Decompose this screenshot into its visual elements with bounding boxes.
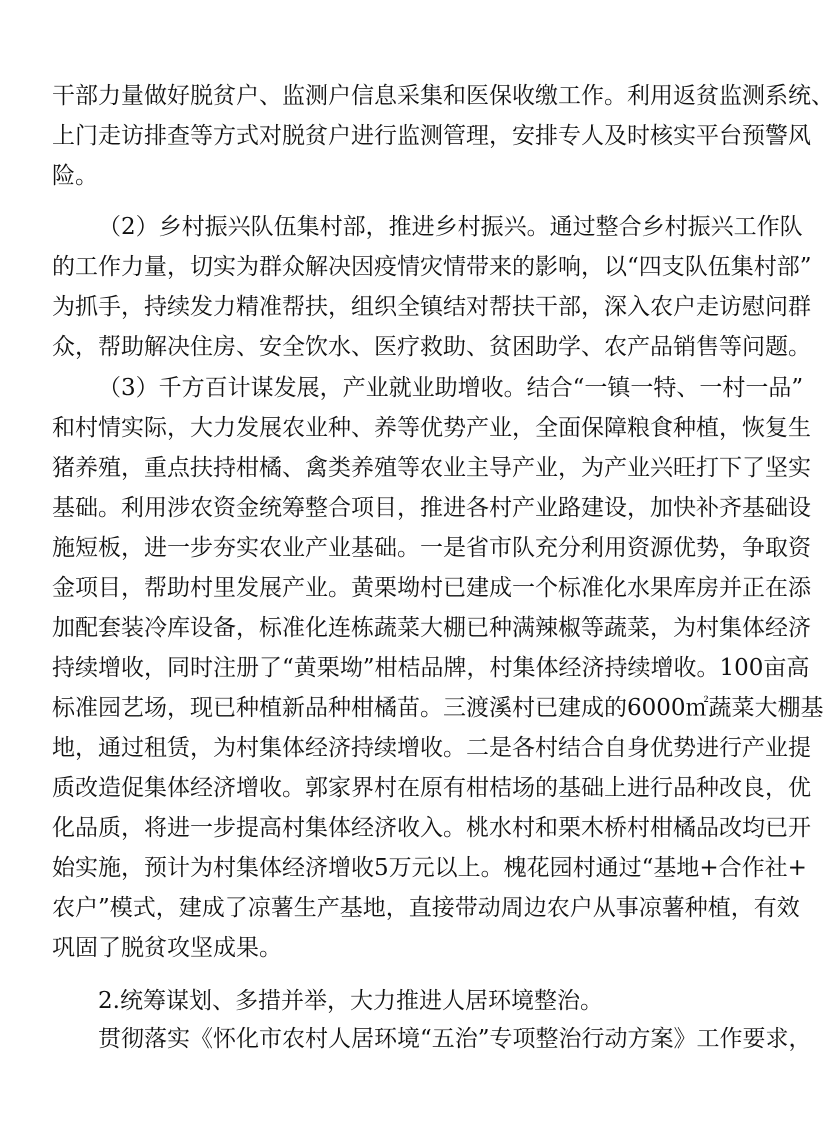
text-line: 众，帮助解决住房、安全饮水、医疗救助、贫困助学、农产品销售等问题。 bbox=[52, 334, 811, 360]
text-line: （3）千方百计谋发展，产业就业助增收。结合“一镇一特、一村一品” bbox=[98, 375, 804, 401]
text-line: 地，通过租赁，为村集体经济持续增收。二是各村结合自身优势进行产业提 bbox=[52, 735, 811, 761]
text-line: 险。 bbox=[52, 163, 98, 189]
text-line: 加配套装冷库设备，标准化连栋蔬菜大棚已种满辣椒等蔬菜，为村集体经济 bbox=[52, 615, 811, 641]
text-line: 基础。利用涉农资金统筹整合项目，推进各村产业路建设，加快补齐基础设 bbox=[52, 495, 811, 521]
text-line: 为抓手，持续发力精准帮扶，组织全镇结对帮扶干部，深入农户走访慰问群 bbox=[52, 294, 811, 320]
text-line: 持续增收，同时注册了“黄栗坳”柑桔品牌，村集体经济持续增收。100亩高 bbox=[52, 655, 810, 681]
text-line: 农户”模式，建成了凉薯生产基地，直接带动周边农户从事凉薯种植，有效 bbox=[52, 895, 800, 921]
text-line: 和村情实际，大力发展农业种、养等优势产业，全面保障粮食种植，恢复生 bbox=[52, 415, 811, 441]
text-line: 干部力量做好脱贫户、监测户信息采集和医保收缴工作。利用返贫监测系统、 bbox=[52, 83, 834, 109]
section-heading: 2.统筹谋划、多措并举，大力推进人居环境整治。 bbox=[98, 988, 603, 1014]
text-line: 巩固了脱贫攻坚成果。 bbox=[52, 935, 282, 961]
text-line: 始实施，预计为村集体经济增收5万元以上。槐花园村通过“基地+合作社+ bbox=[52, 855, 807, 881]
text-line: 的工作力量，切实为群众解决因疫情灾情带来的影响，以“四支队伍集村部” bbox=[52, 254, 812, 280]
text-line: （2）乡村振兴队伍集村部，推进乡村振兴。通过整合乡村振兴工作队 bbox=[98, 214, 803, 240]
text-line: 贯彻落实《怀化市农村人居环境“五治”专项整治行动方案》工作要求， bbox=[98, 1026, 812, 1052]
text-line: 上门走访排查等方式对脱贫户进行监测管理，安排专人及时核实平台预警风 bbox=[52, 123, 811, 149]
text-line: 施短板，进一步夯实农业产业基础。一是省市队充分利用资源优势，争取资 bbox=[52, 535, 811, 561]
text-line: 金项目，帮助村里发展产业。黄栗坳村已建成一个标准化水果库房并正在添 bbox=[52, 575, 811, 601]
text-line: 化品质，将进一步提高村集体经济收入。桃水村和栗木桥村柑橘品改均已开 bbox=[52, 815, 811, 841]
text-line: 猪养殖，重点扶持柑橘、禽类养殖等农业主导产业，为产业兴旺打下了坚实 bbox=[52, 455, 811, 481]
text-line: 标准园艺场，现已种植新品种柑橘苗。三渡溪村已建成的6000㎡蔬菜大棚基 bbox=[52, 695, 824, 721]
text-line: 质改造促集体经济增收。郭家界村在原有柑桔场的基础上进行品种改良，优 bbox=[52, 775, 811, 801]
